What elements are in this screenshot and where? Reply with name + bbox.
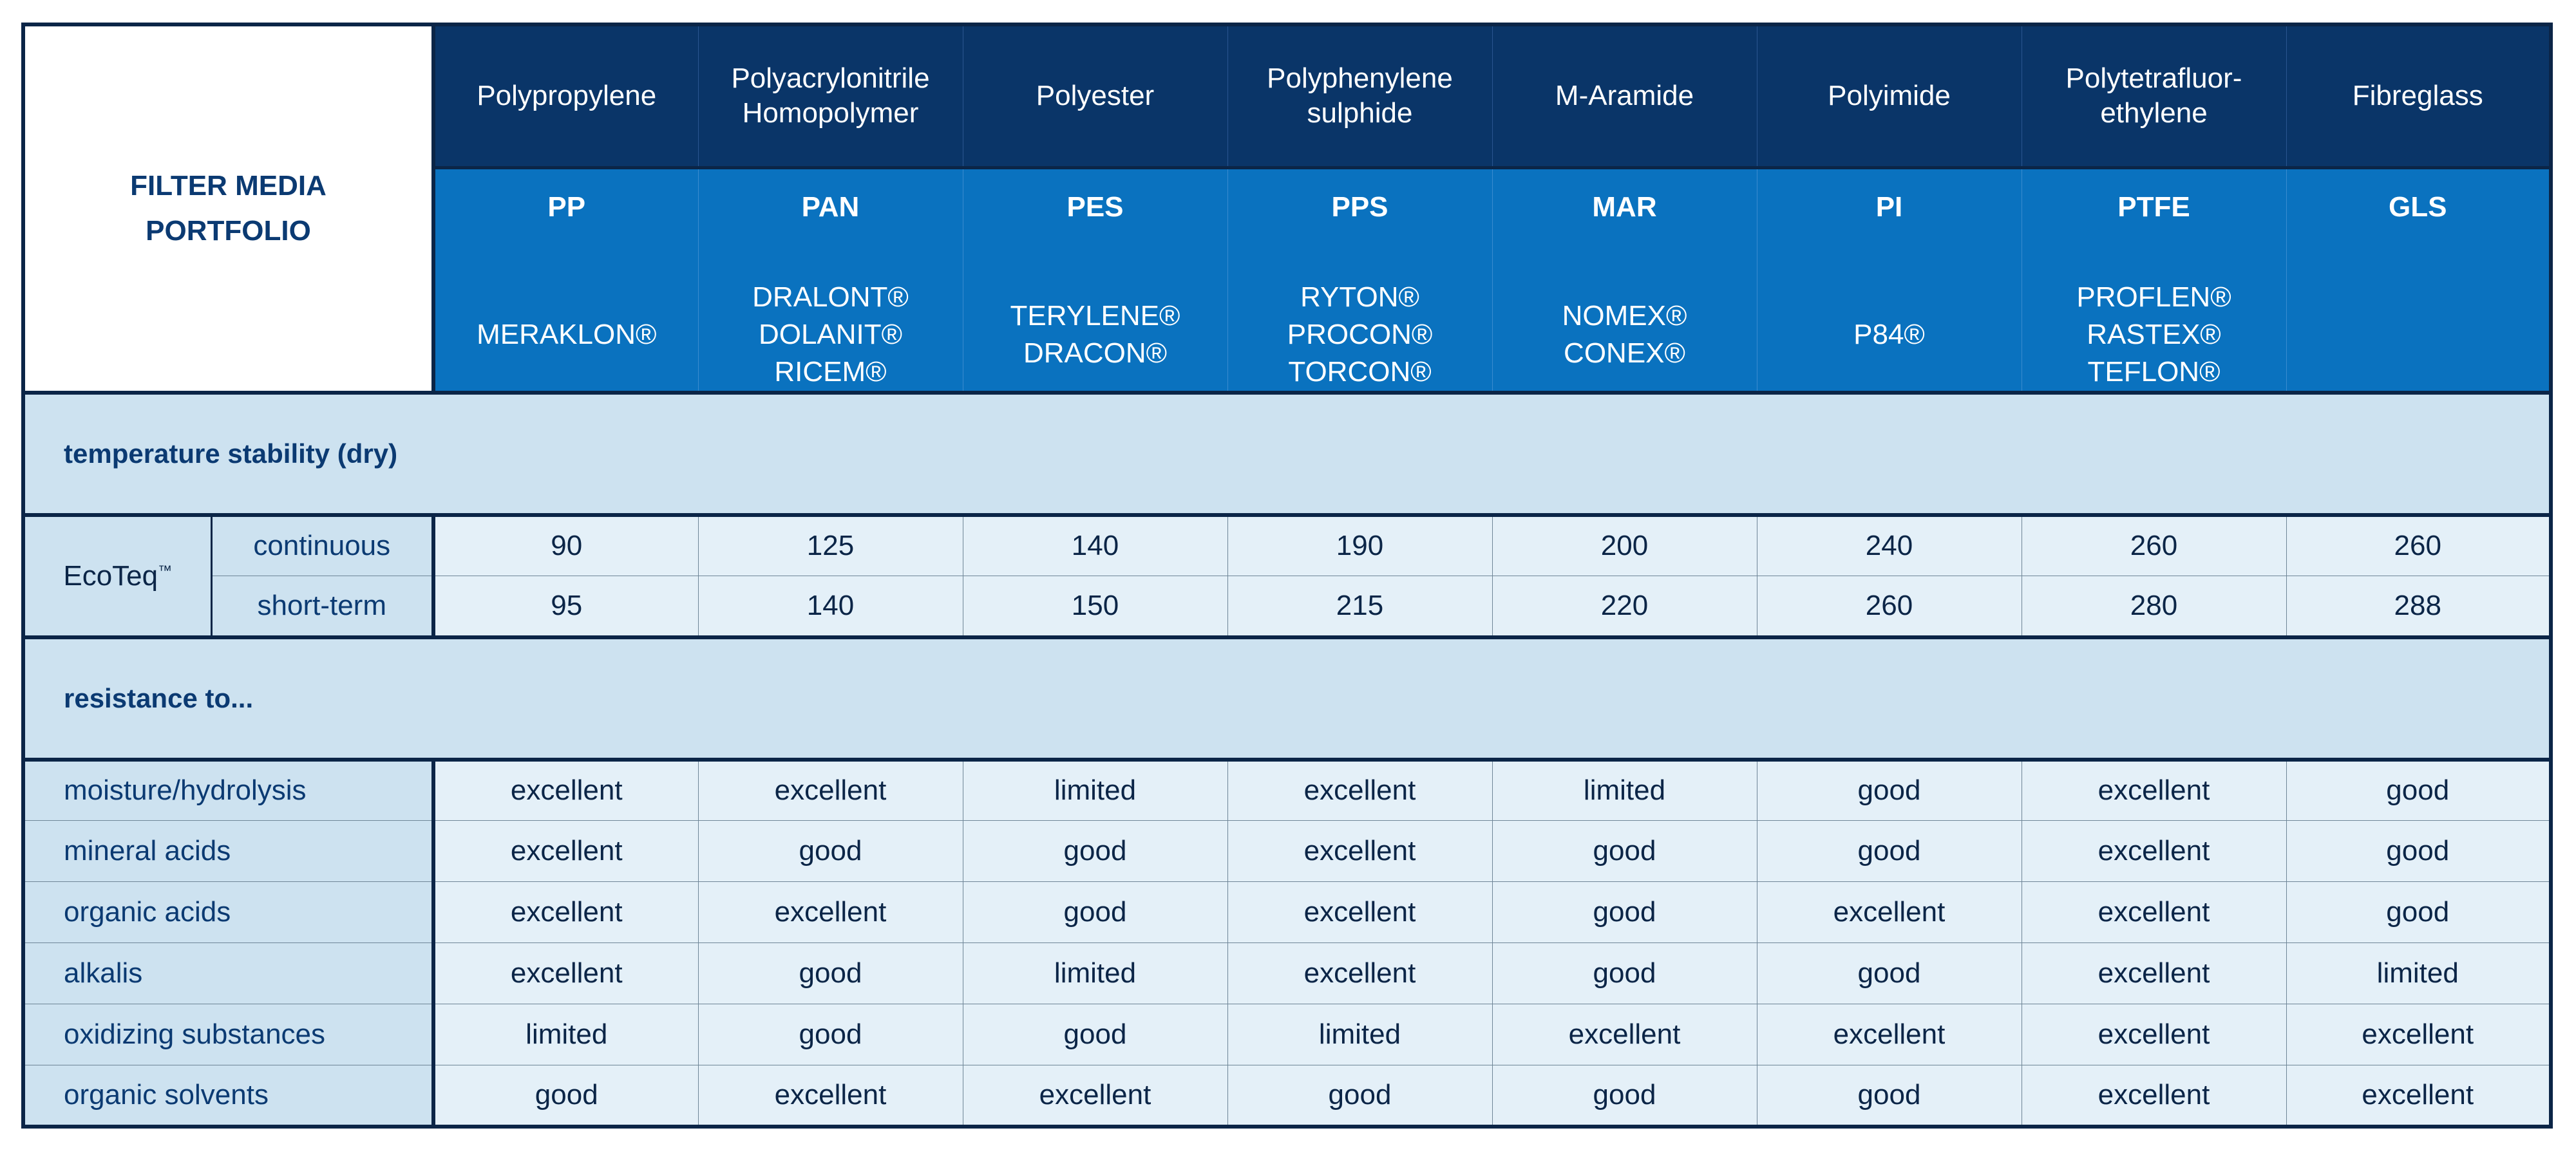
material-name-pes [963,24,1227,167]
temperature-value: 200 [1492,515,1757,576]
material-name-line: Homopolymer [742,97,919,129]
resistance-value: excellent [698,1065,963,1127]
resistance-value: excellent [1227,760,1492,821]
temperature-row [23,515,2551,576]
resistance-value: good [963,821,1227,882]
resistance-value: limited [963,943,1227,1004]
resistance-value: good [2286,882,2551,943]
temperature-value: 260 [2286,515,2551,576]
resistance-value: good [1492,821,1757,882]
material-brands [963,279,1227,372]
brand-name: NOMEX® [1562,299,1687,332]
resistance-value: excellent [433,760,698,821]
resistance-value: good [1757,943,2022,1004]
resistance-value: limited [1227,1004,1492,1065]
resistance-value: excellent [433,943,698,1004]
temperature-value: 240 [1757,515,2022,576]
resistance-value: excellent [698,882,963,943]
resistance-row [23,943,2551,1004]
material-name-line: Polyimide [1828,80,1951,112]
resistance-value: good [698,1004,963,1065]
table-title-line: FILTER MEDIA [130,169,327,202]
resistance-value: limited [963,760,1227,821]
resistance-section-row [23,637,2551,760]
resistance-row-label: alkalis [23,943,433,1004]
resistance-row-label: oxidizing substances [23,1004,433,1065]
material-abbreviation: PP [547,191,586,223]
resistance-value: good [1757,821,2022,882]
table-title [23,24,433,393]
material-brands [2022,279,2286,391]
resistance-value: excellent [1492,1004,1757,1065]
brand-name: DOLANIT® [758,318,903,350]
temperature-value: 260 [1757,576,2022,637]
resistance-value: good [1492,943,1757,1004]
resistance-row [23,821,2551,882]
resistance-value: good [963,882,1227,943]
material-brand-cell-gls [2286,167,2551,393]
brand-name: DRACON® [1023,337,1168,369]
material-abbreviation: GLS [2389,191,2447,223]
brand-name: CONEX® [1564,337,1685,369]
material-name-pan [698,24,963,167]
resistance-value: good [2286,760,2551,821]
temperature-row [23,576,2551,637]
material-brand-cell-pps [1227,167,1492,393]
resistance-value: excellent [1227,882,1492,943]
resistance-row [23,1065,2551,1127]
resistance-value: excellent [433,821,698,882]
material-brands [1493,279,1757,372]
filter-media-table-page [21,23,2549,1131]
resistance-value: excellent [1227,943,1492,1004]
resistance-value: good [1492,882,1757,943]
ecoteq-label: EcoTeq [63,559,158,592]
brand-name: MERAKLON® [477,318,657,350]
material-brands [699,279,963,391]
temperature-value: 140 [698,576,963,637]
material-name-row [23,24,2551,167]
resistance-row-label: mineral acids [23,821,433,882]
resistance-value: good [698,821,963,882]
resistance-value: excellent [2022,943,2286,1004]
resistance-value: limited [1492,760,1757,821]
resistance-section-title: resistance to... [23,637,2551,760]
resistance-row [23,760,2551,821]
material-name-line: Polyester [1036,80,1155,112]
material-abbreviation: PAN [801,191,860,223]
resistance-value: excellent [433,882,698,943]
material-name-line: Polytetrafluor- [2065,62,2242,95]
resistance-row-label: moisture/hydrolysis [23,760,433,821]
material-name-line: Polyphenylene [1267,62,1453,95]
resistance-value: excellent [1227,821,1492,882]
brand-name: P84® [1853,318,1925,350]
resistance-value: good [1757,760,2022,821]
temperature-value: 140 [963,515,1227,576]
resistance-value: good [433,1065,698,1127]
temperature-value: 90 [433,515,698,576]
brand-name: TERYLENE® [1010,299,1180,332]
material-name-line: Polyacrylonitrile [731,62,930,95]
temperature-value: 288 [2286,576,2551,637]
temperature-section-title: temperature stability (dry) [23,393,2551,515]
temperature-value: 190 [1227,515,1492,576]
material-brand-cell-mar [1492,167,1757,393]
resistance-value: excellent [2022,882,2286,943]
temperature-value: 125 [698,515,963,576]
resistance-row [23,882,2551,943]
filter-media-portfolio-table [21,23,2553,1129]
material-brand-cell-pp [433,167,698,393]
resistance-value: good [1492,1065,1757,1127]
brand-name: RASTEX® [2087,318,2221,350]
resistance-value: excellent [2022,1065,2286,1127]
resistance-value: excellent [2022,1004,2286,1065]
resistance-value: good [1227,1065,1492,1127]
resistance-value: excellent [963,1065,1227,1127]
material-brand-cell-ptfe [2022,167,2286,393]
temperature-value: 95 [433,576,698,637]
table-title-line: PORTFOLIO [146,214,311,247]
material-name-pi [1757,24,2022,167]
material-name-ptfe [2022,24,2286,167]
resistance-row-label: organic acids [23,882,433,943]
material-name-line: Polypropylene [477,80,657,112]
material-name-line: ethylene [2100,97,2208,129]
material-name-mar [1492,24,1757,167]
resistance-value: good [2286,821,2551,882]
temperature-value: 280 [2022,576,2286,637]
material-brand-cell-pan [698,167,963,393]
material-name-pp [433,24,698,167]
resistance-value: good [1757,1065,2022,1127]
resistance-value: excellent [2286,1004,2551,1065]
material-brand-cell-pes [963,167,1227,393]
material-brands [1757,279,2022,353]
temperature-value: 215 [1227,576,1492,637]
material-abbreviation: PES [1066,191,1124,223]
resistance-value: limited [2286,943,2551,1004]
material-name-pps [1227,24,1492,167]
material-name-line: Fibreglass [2352,80,2483,112]
ecoteq-group-label [23,515,211,637]
resistance-row-label: organic solvents [23,1065,433,1127]
temperature-section-row [23,393,2551,515]
material-name-line: sulphide [1307,97,1413,129]
resistance-value: excellent [698,760,963,821]
material-abbreviation: PPS [1331,191,1388,223]
material-name-gls [2286,24,2551,167]
resistance-value: good [963,1004,1227,1065]
resistance-value: excellent [1757,882,2022,943]
trademark-mark: ™ [158,561,173,578]
material-name-line: M-Aramide [1555,80,1694,112]
resistance-value: limited [433,1004,698,1065]
material-brands [435,279,698,353]
brand-name: PROCON® [1287,318,1433,350]
temperature-value: 150 [963,576,1227,637]
brand-name: TORCON® [1288,355,1432,388]
brand-name: PROFLEN® [2076,281,2231,313]
temperature-row-label: continuous [211,515,433,576]
temperature-row-label: short-term [211,576,433,637]
material-brand-cell-pi [1757,167,2022,393]
resistance-row [23,1004,2551,1065]
temperature-value: 220 [1492,576,1757,637]
material-brands [1228,279,1492,391]
temperature-value: 260 [2022,515,2286,576]
material-abbreviation: MAR [1592,191,1657,223]
material-abbreviation: PTFE [2117,191,2190,223]
resistance-value: excellent [2022,821,2286,882]
brand-name: TEFLON® [2087,355,2221,388]
resistance-value: excellent [1757,1004,2022,1065]
resistance-value: excellent [2286,1065,2551,1127]
brand-name: RICEM® [774,355,887,388]
resistance-value: excellent [2022,760,2286,821]
resistance-value: good [698,943,963,1004]
material-abbreviation: PI [1875,191,1903,223]
brand-name: DRALONT® [752,281,909,313]
brand-name: RYTON® [1300,281,1419,313]
